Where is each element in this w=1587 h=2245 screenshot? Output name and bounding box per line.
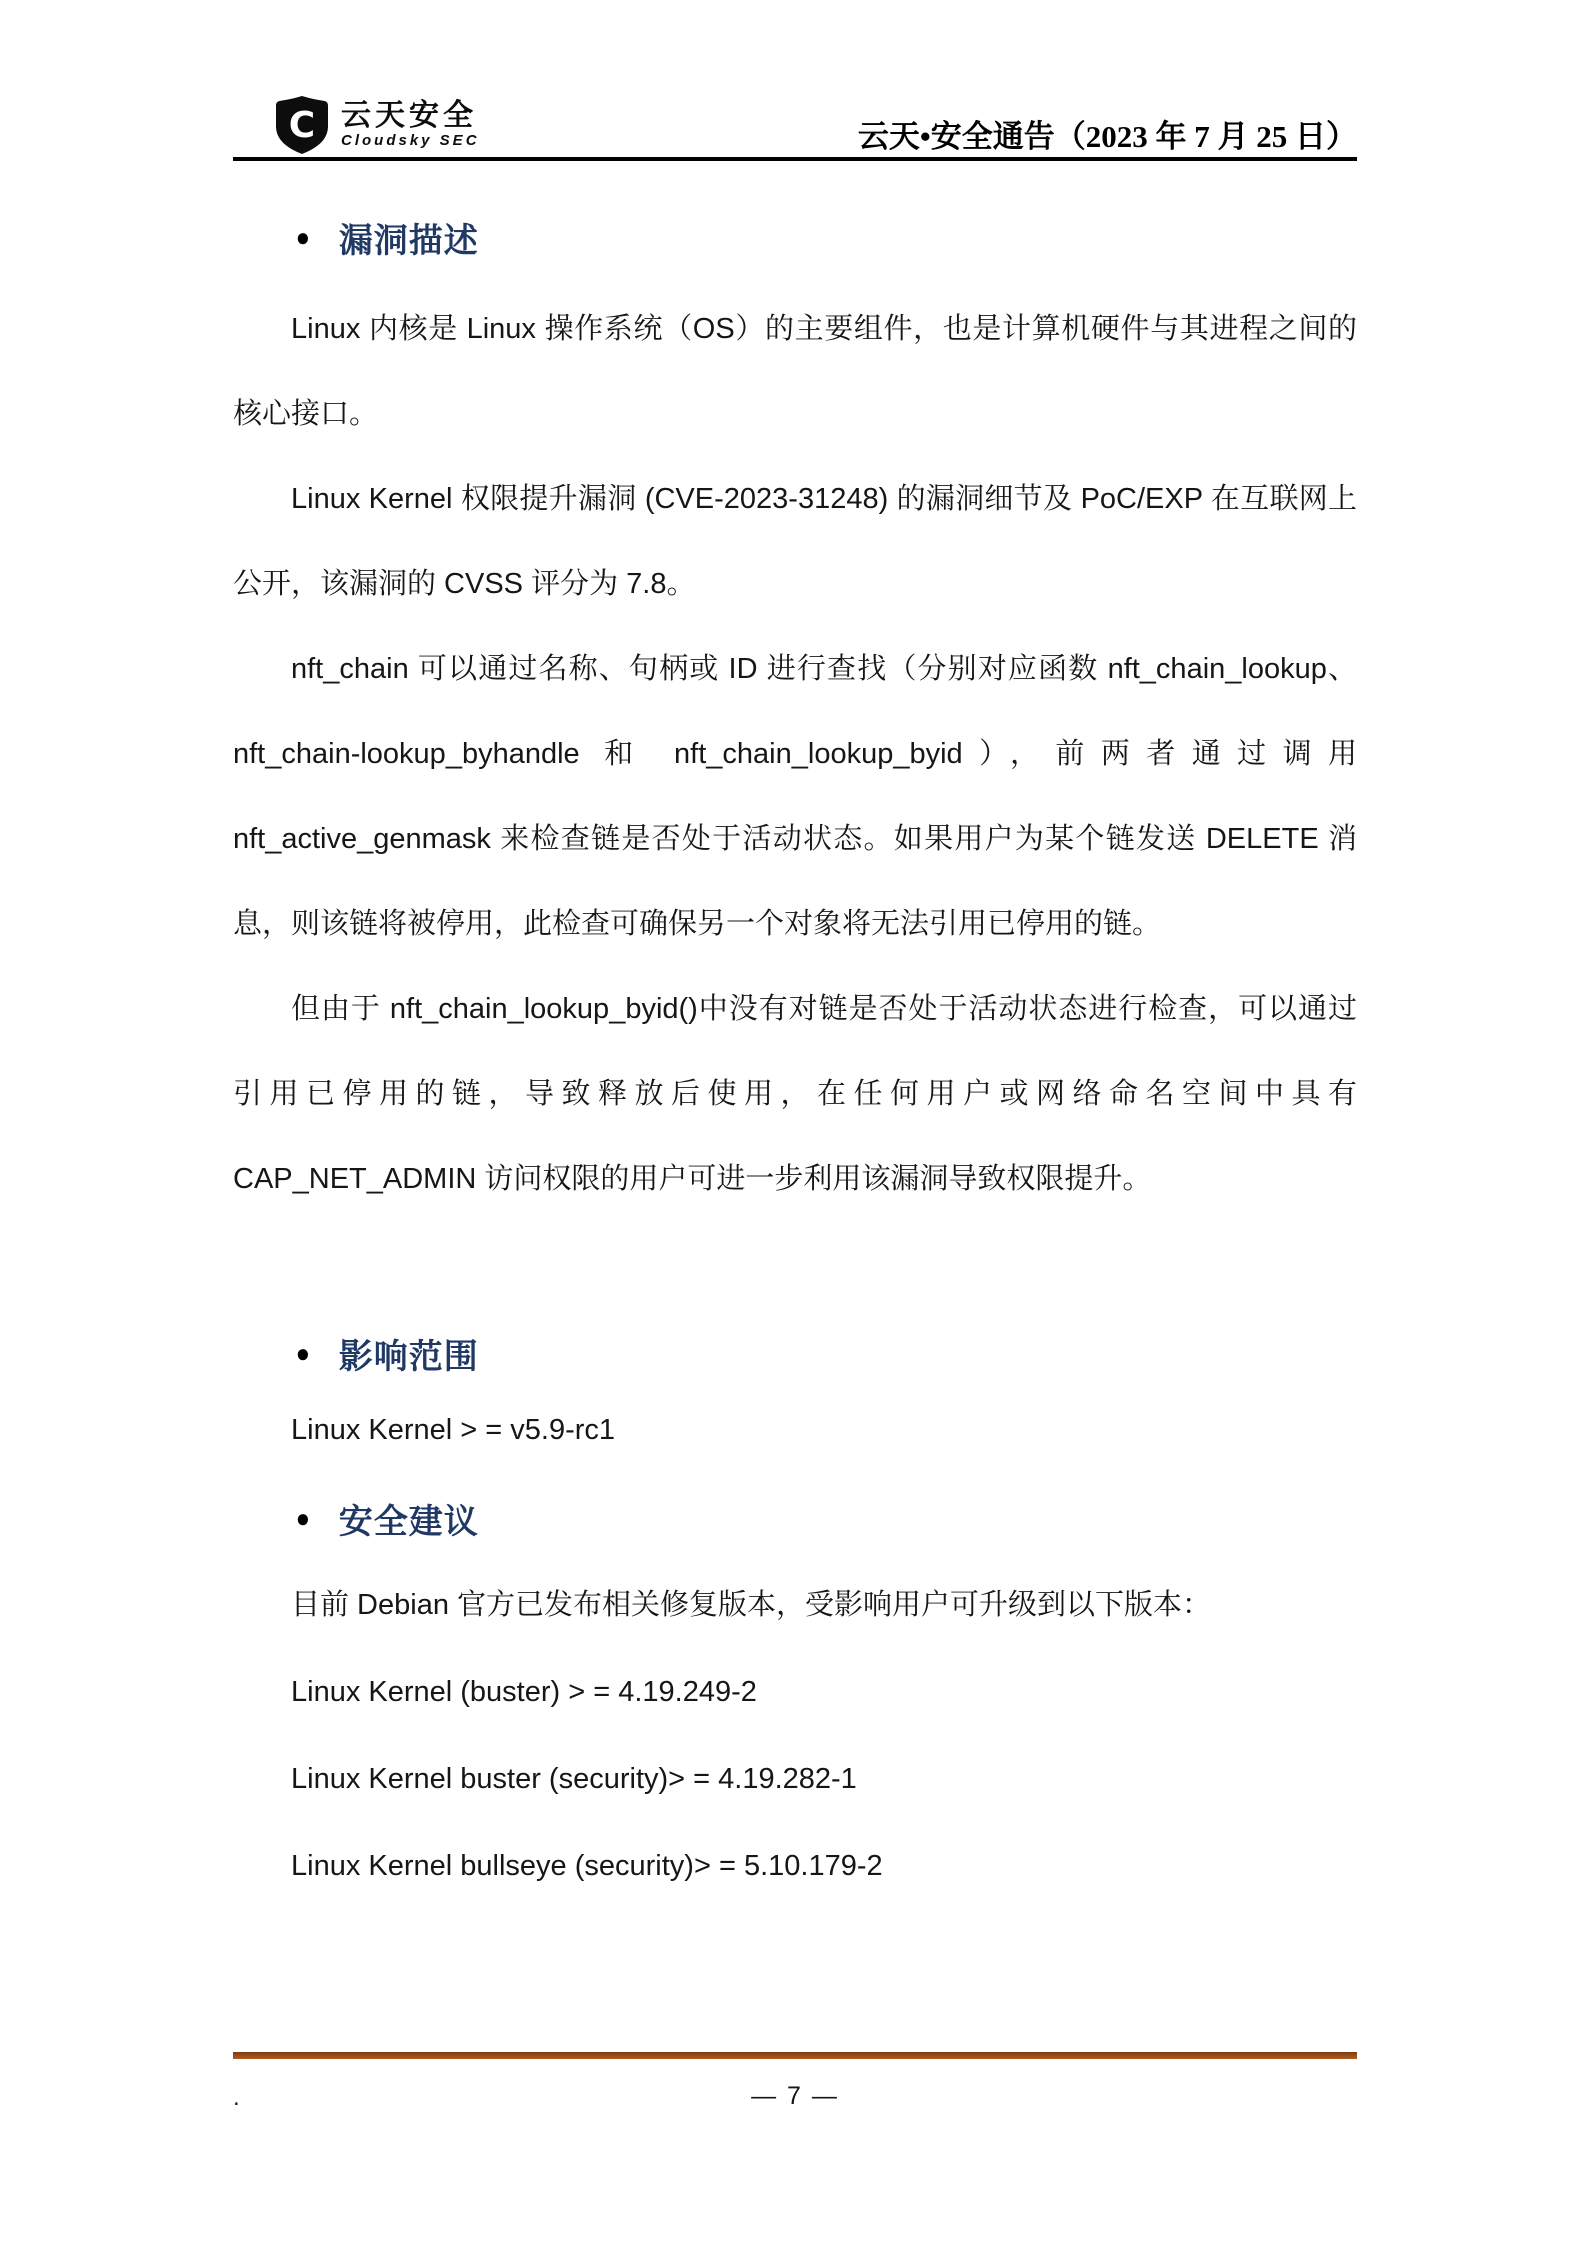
paragraph: 但由于 nft_chain_lookup_byid()中没有对链是否处于活动状态进行检查，可以通过引用已停用的链，导致释放后使用，在任何用户或网络命名空间中具有 CAP_NET_ADMIN 访问权限的用户可进一步利用该漏洞导致权限提升。 — [233, 993, 1357, 1195]
document-title: 云天•安全通告（2023 年 7 月 25 日） — [857, 119, 1357, 154]
page-number: — 7 — — [751, 2082, 839, 2110]
section-heading-label: 漏洞描述 — [338, 221, 479, 260]
section-heading-impact-scope — [295, 1329, 479, 1377]
advice-intro-line: 目前 Debian 官方已发布相关修复版本，受影响用户可升级到以下版本： — [291, 1589, 1212, 1621]
security-advice-body — [233, 1562, 1357, 1910]
logo — [275, 95, 480, 155]
logo-name-cn: 云天安全 — [341, 99, 477, 132]
paragraph: Linux 内核是 Linux 操作系统（OS）的主要组件，也是计算机硬件与其进程之间的核心接口。 — [233, 313, 1357, 430]
logo-name-en: Cloudsky SEC — [341, 132, 480, 149]
fixed-version-line: Linux Kernel buster (security)> = 4.19.282-1 — [291, 1763, 857, 1795]
bullet-icon: ● — [295, 1338, 311, 1368]
fixed-version-line: Linux Kernel (buster) > = 4.19.249-2 — [291, 1676, 757, 1708]
logo-wordmark — [341, 100, 480, 150]
impact-scope-body — [233, 1388, 1357, 1473]
affected-version-line: Linux Kernel > = v5.9-rc1 — [291, 1414, 616, 1446]
footer-rule — [233, 2052, 1357, 2059]
svg-text:C: C — [288, 105, 316, 146]
bullet-icon: ● — [295, 222, 311, 252]
section-heading-label: 影响范围 — [338, 1337, 479, 1376]
footer-left-mark: . — [233, 2084, 240, 2111]
shield-c-icon — [275, 95, 329, 155]
vulnerability-description-body — [233, 287, 1357, 1222]
bullet-icon: ● — [295, 1503, 311, 1533]
section-heading-vulnerability-description — [295, 213, 479, 261]
header-rule — [233, 157, 1357, 161]
section-heading-label: 安全建议 — [338, 1502, 479, 1541]
fixed-version-line: Linux Kernel bullseye (security)> = 5.10.179-2 — [291, 1850, 883, 1882]
section-heading-security-advice — [295, 1494, 479, 1542]
paragraph: nft_chain 可以通过名称、句柄或 ID 进行查找（分别对应函数 nft_chain_lookup、nft_chain-lookup_byhandle 和 nft_chain_lookup_byid），前两者通过调用 nft_active_genmask 来检查链是否处于活动状态。如果用户为某个链发送 DELETE 消息，则该链将被停用，此检查可确保另一个对象将无法引用已停用的链。 — [233, 653, 1357, 940]
page-header — [233, 92, 1357, 158]
paragraph: Linux Kernel 权限提升漏洞 (CVE-2023-31248) 的漏洞细节及 PoC/EXP 在互联网上公开，该漏洞的 CVSS 评分为 7.8。 — [233, 483, 1357, 600]
